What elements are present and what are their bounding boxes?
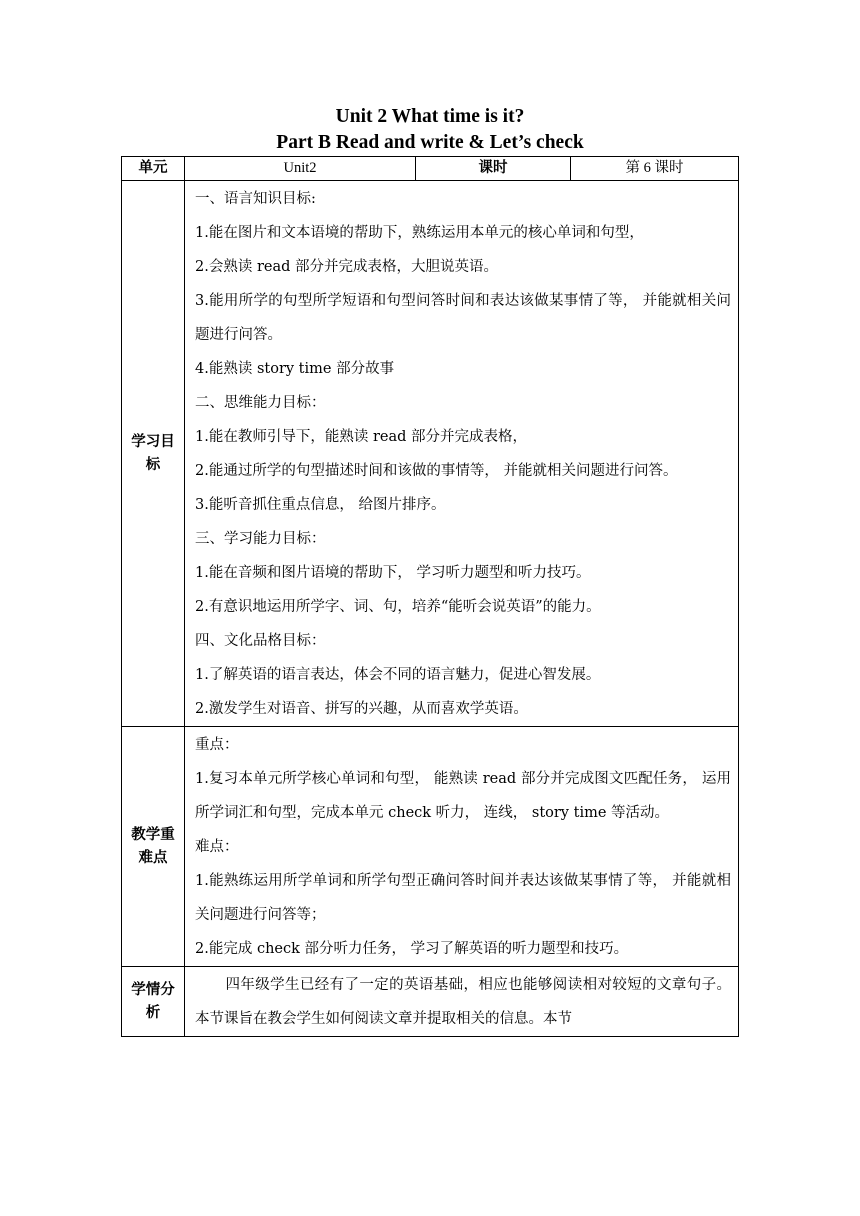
objective-line: 2.会熟读 read 部分并完成表格，大胆说英语。 (195, 259, 498, 275)
objectives-label: 学习目标 (131, 433, 175, 473)
objective-line: 四、文化品格目标： (195, 633, 326, 649)
document-title (0, 104, 860, 156)
objective-line: 2.激发学生对语音、拼写的兴趣，从而喜欢学英语。 (195, 701, 528, 717)
key-point-line: 难点： (195, 839, 239, 855)
key-point-line: 1.复习本单元所学核心单词和句型， 能熟读 read 部分并完成图文匹配任务， 运用所学词汇和句型，完成本单元 check 听力， 连线， story time 等活动。 (195, 771, 731, 821)
analysis-label-cell (122, 967, 185, 1037)
objective-line: 1.能在教师引导下，能熟读 read 部分并完成表格， (195, 429, 527, 445)
unit-label: 单元 (122, 157, 185, 181)
objective-line: 4.能熟读 story time 部分故事 (195, 361, 395, 377)
key-point-line: 1.能熟练运用所学单词和所学句型正确问答时间并表达该做某事情了等， 并能就相关问题进行问答等； (195, 873, 731, 923)
key-points-label: 教学重难点 (131, 826, 175, 866)
unit-value: Unit2 (185, 157, 416, 181)
key-points-label-cell (122, 727, 185, 967)
key-points-row (122, 727, 739, 967)
title-line-1: Unit 2 What time is it? (335, 106, 525, 127)
analysis-text: 四年级学生已经有了一定的英语基础，相应也能够阅读相对较短的文章句子。本节课旨在教会学生如何阅读文章并提取相关的信息。本节 (195, 977, 731, 1027)
header-row (122, 157, 739, 181)
objective-line: 1.了解英语的语言表达，体会不同的语言魅力，促进心智发展。 (195, 667, 601, 683)
title-line-2: Part B Read and write & Let’s check (276, 132, 584, 153)
objective-line: 三、学习能力目标： (195, 531, 326, 547)
objective-line: 1.能在音频和图片语境的帮助下， 学习听力题型和听力技巧。 (195, 565, 591, 581)
period-value: 第 6 课时 (571, 157, 739, 181)
objectives-label-cell (122, 181, 185, 727)
key-point-line: 2.能完成 check 部分听力任务， 学习了解英语的听力题型和技巧。 (195, 941, 629, 957)
analysis-content (185, 967, 739, 1037)
objective-line: 2.能通过所学的句型描述时间和该做的事情等， 并能就相关问题进行问答。 (195, 463, 678, 479)
analysis-row (122, 967, 739, 1037)
objective-line: 一、语言知识目标: (195, 191, 316, 207)
lesson-plan-table (121, 156, 739, 1037)
key-points-content (185, 727, 739, 967)
objective-line: 二、思维能力目标： (195, 395, 326, 411)
objective-line: 2.有意识地运用所学字、词、句，培养“能听会说英语”的能力。 (195, 599, 601, 615)
period-label: 课时 (416, 157, 571, 181)
key-point-line: 重点： (195, 737, 239, 753)
objectives-row (122, 181, 739, 727)
objective-line: 1.能在图片和文本语境的帮助下，熟练运用本单元的核心单词和句型， (195, 225, 644, 241)
objective-line: 3.能用所学的句型所学短语和句型问答时间和表达该做某事情了等， 并能就相关问题进行问答。 (195, 293, 731, 343)
objectives-content (185, 181, 739, 727)
analysis-label: 学情分析 (131, 981, 175, 1021)
objective-line: 3.能听音抓住重点信息， 给图片排序。 (195, 497, 446, 513)
